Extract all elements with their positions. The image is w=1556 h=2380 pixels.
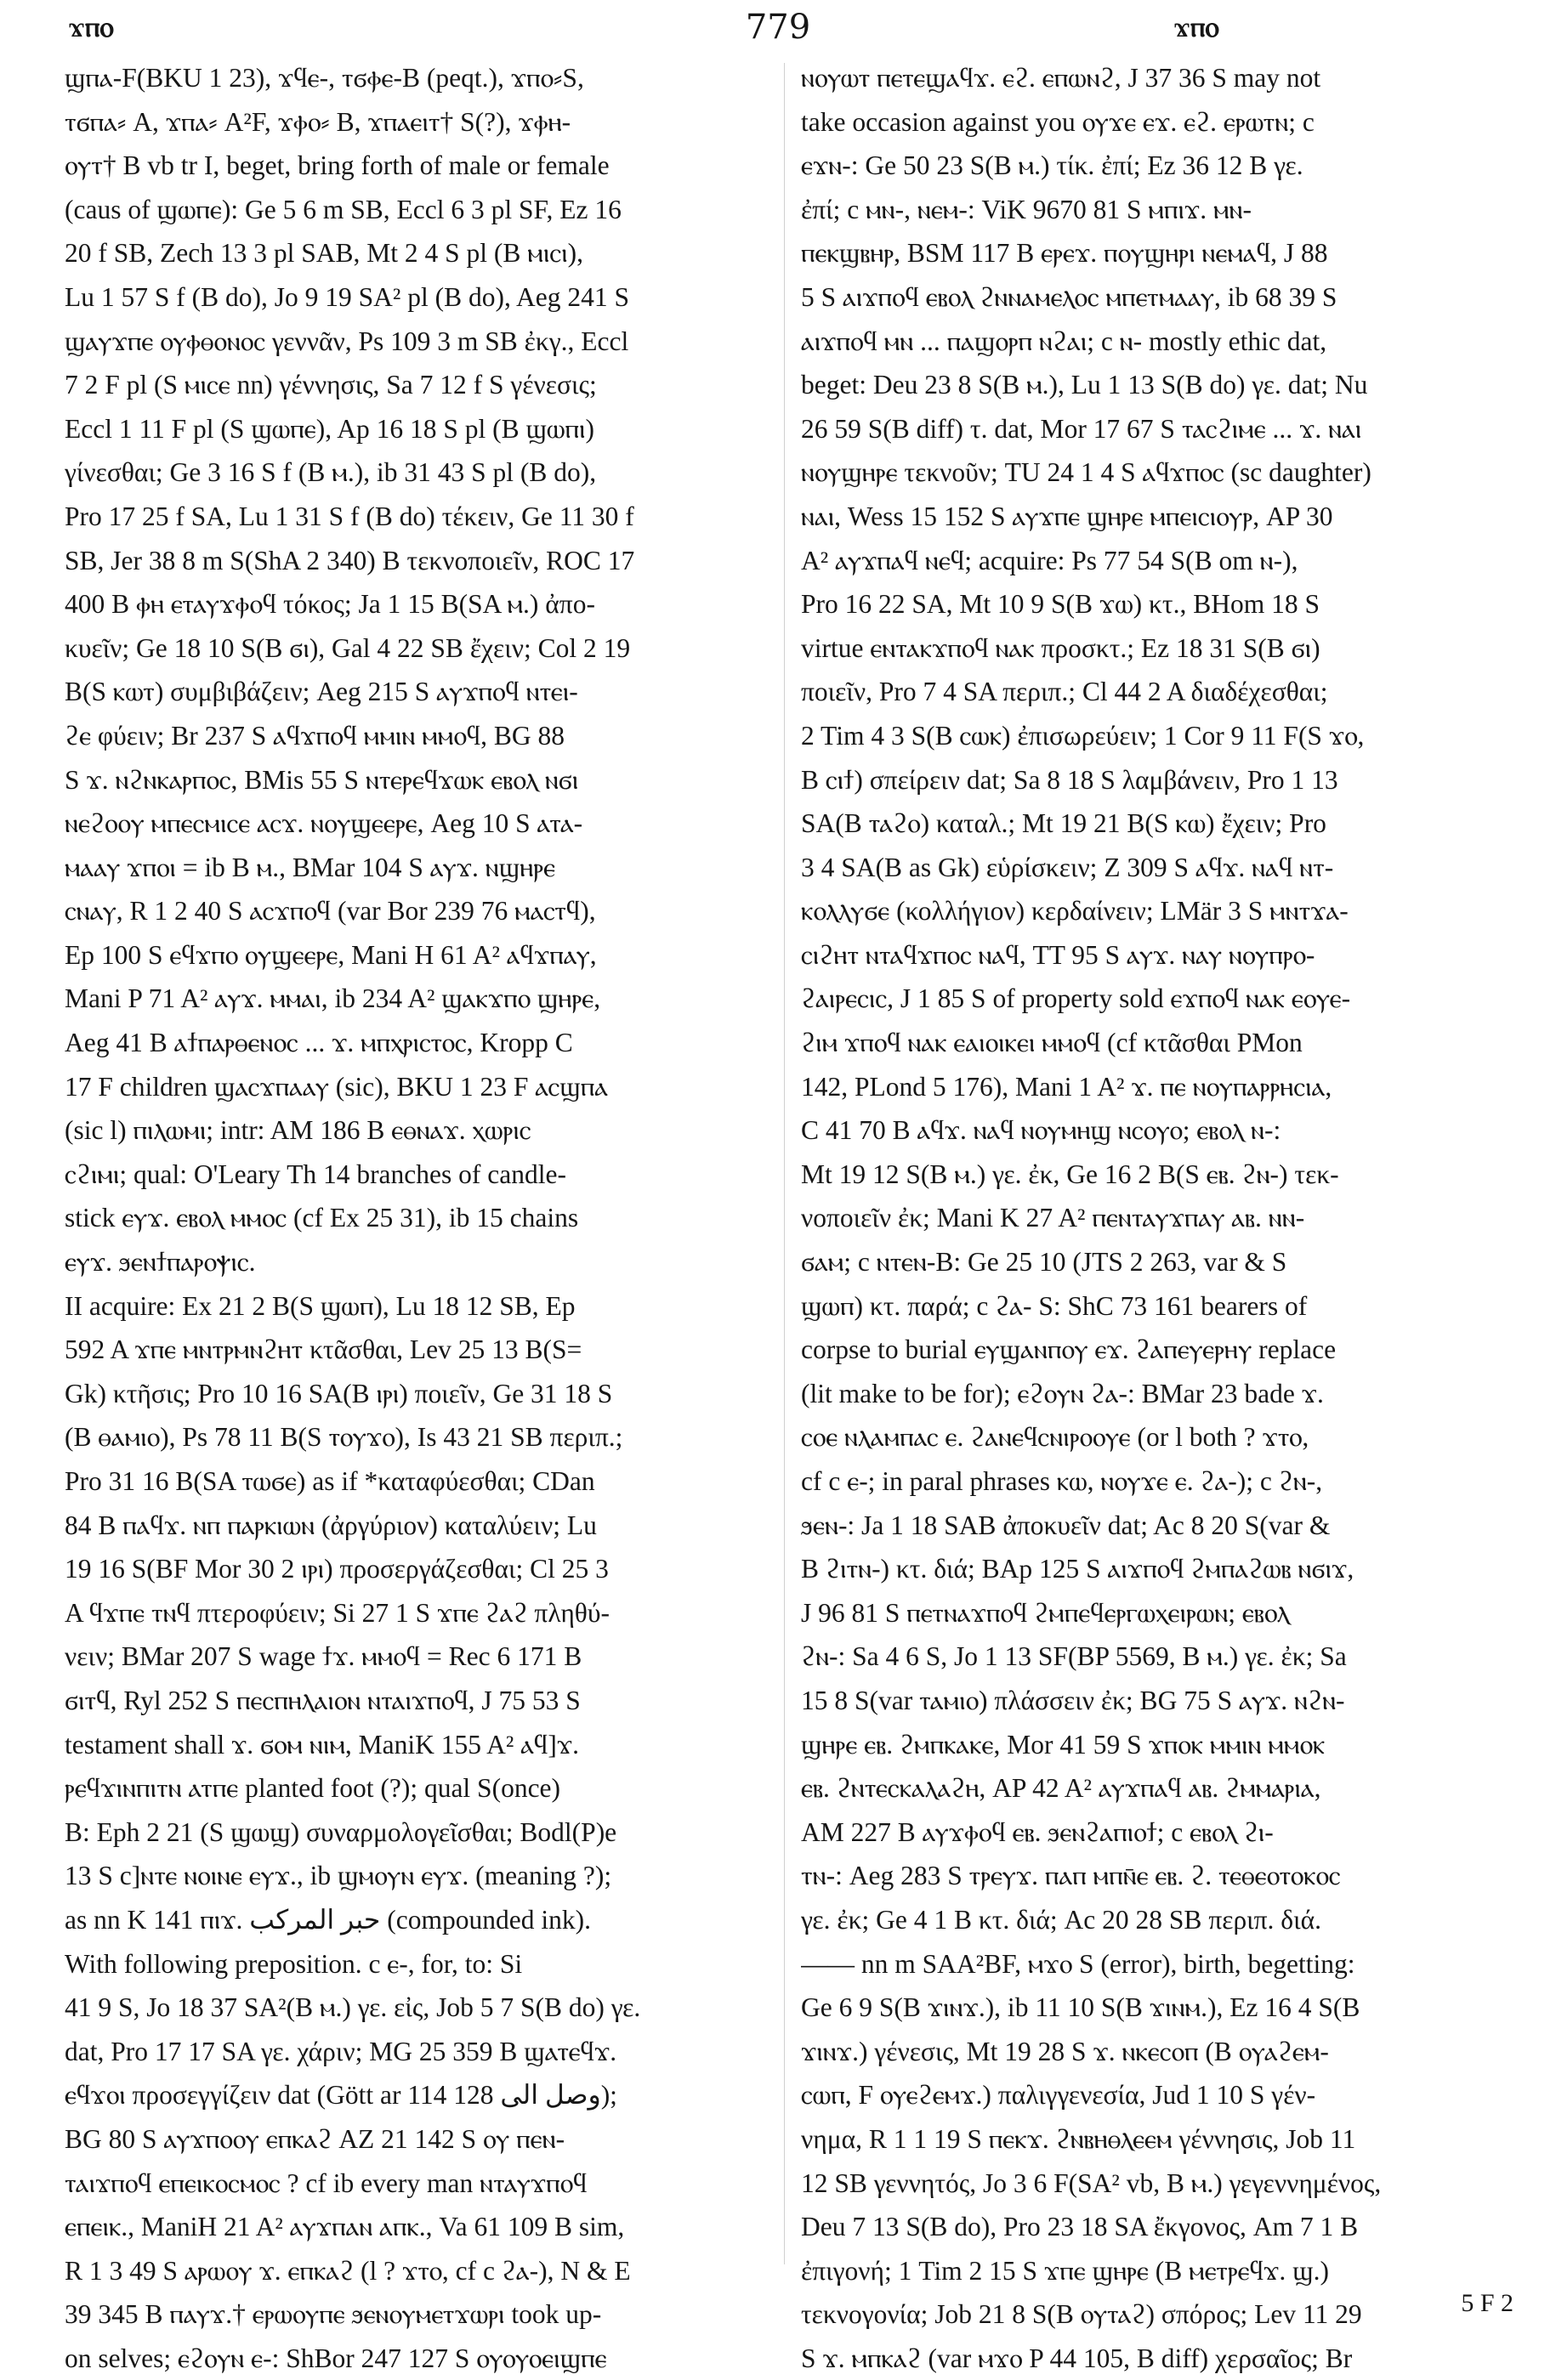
text-line: 5 S ⲁⲓϫⲡⲟϥ ⲉⲃⲟⲗ ϩⲛⲛⲁⲙⲉⲗⲟⲥ ⲙⲡⲉⲧⲙⲁⲁⲩ, ib 68 39 S (801, 281, 1337, 312)
text-line: ⲥⲟⲉ ⲛⲗⲁⲙⲡⲁⲥ ⲉ. ϩⲁⲛⲉϥⲥⲛⲓⲣⲟⲟⲩⲉ (or l both ? ϫⲧⲟ, (801, 1422, 1309, 1453)
text-line: ⲁⲓϫⲡⲟϥ ⲙⲛ ... ⲡⲁϣⲟⲣⲡ ⲛϩⲁⲓ; c ⲛ- mostly ethic dat, (801, 326, 1327, 356)
text-line: ἐπί; c ⲙⲛ-, ⲛⲉⲙ-: ViK 9670 81 S ⲙⲡⲓϫ. ⲙⲛ- (801, 194, 1252, 224)
text-line: ϩⲁⲓⲣⲉⲥⲓⲥ, J 1 85 S of property sold ⲉϫⲡⲟϥ ⲛⲁⲕ ⲉⲟⲩⲉ- (801, 983, 1351, 1014)
text-line: 592 A ϫⲡⲉ ⲙⲛⲧⲣⲙⲛϩⲏⲧ κτᾶσθαι, Lev 25 13 B(S= (65, 1334, 582, 1365)
text-line: Ge 6 9 S(B ϫⲓⲛϫ.), ib 11 10 S(B ϫⲓⲛⲙ.), Ez 16 4 S(B (801, 1992, 1360, 2023)
text-line: ⲕⲟⲗⲗⲩϭⲉ (κολλήγιον) κερδαίνειν; LMär 3 S ⲙⲛⲧϫⲁ- (801, 896, 1349, 926)
text-line: J 96 81 S ⲡⲉⲧⲛⲁϫⲡⲟϥ ϩⲙⲡⲉϥⲉⲣⲅⲱⲭⲉⲓⲣⲱⲛ; ⲉⲃⲟⲗ (801, 1597, 1290, 1628)
text-line: ⲡⲉⲕϣⲃⲏⲣ, BSM 117 B ⲉⲣⲉϫ. ⲡⲟⲩϣⲏⲣⲓ ⲛⲉⲙⲁϥ, J 88 (801, 238, 1328, 269)
text-line: R 1 3 49 S ⲁⲣⲱⲟⲩ ϫ. ⲉⲡⲕⲁϩ (l ? ϫⲧⲟ, cf c ϩⲁ-), N & E (65, 2255, 631, 2286)
text-line: dat, Pro 17 17 SA γε. χάριν; MG 25 359 B ϣⲁⲧⲉϥϫ. (65, 2036, 617, 2066)
text-line: ⲧϭⲡⲁ⸗ A, ϫⲡⲁ⸗ A²F, ϫⲫⲟ⸗ B, ϫⲡⲁⲉⲓⲧ† S(?), ϫⲫⲏ- (65, 106, 571, 137)
text-line: ⲛⲁⲓ, Wess 15 152 S ⲁⲩϫⲡⲉ ϣⲏⲣⲉ ⲙⲡⲉⲓⲥⲓⲟⲩⲣ, AP 30 (801, 501, 1333, 531)
text-line: (sic l) ⲡⲓⲗⲱⲙⲓ; intr: AM 186 B ⲉⲑⲛⲁϫ. ⲭⲱⲣⲓⲥ (65, 1115, 531, 1146)
text-line: A² ⲁⲩϫⲡⲁϥ ⲛⲉϥ; acquire: Ps 77 54 S(B om ⲛ-), (801, 545, 1298, 575)
text-line: S ϫ. ⲛϩⲛⲕⲁⲣⲡⲟⲥ, BMis 55 S ⲛⲧⲉⲣⲉϥϫⲱⲕ ⲉⲃⲟⲗ ⲛϭⲓ (65, 764, 579, 795)
text-line: ϭⲁⲙ; c ⲛⲧⲉⲛ-B: Ge 25 10 (JTS 2 263, var & S (801, 1247, 1287, 1278)
text-line: τεκνογονία; Job 21 8 S(B ⲟⲩⲧⲁϩ) σπόρος; Lev 11 29 (801, 2299, 1362, 2330)
text-line: ϣⲡⲁ-F(BKU 1 23), ϫϥⲉ-, ⲧϭⲫⲉ-B (peqt.), ϫⲡⲟ⸗S, (65, 63, 584, 93)
text-line: ϣⲱⲡ) κτ. παρά; c ϩⲁ- S: ShC 73 161 bearers of (801, 1290, 1308, 1321)
text-line: cf c ⲉ-; in paral phrases ⲕⲱ, ⲛⲟⲩϫⲉ ⲉ. ϩⲁ-); c ϩⲛ-, (801, 1466, 1323, 1496)
column-divider (784, 63, 785, 2264)
text-line: 84 B ⲡⲁϥϫ. ⲛⲡ ⲡⲁⲣⲕⲓⲱⲛ (ἀργύριον) καταλύειν; Lu (65, 1510, 597, 1540)
text-line: 2 Tim 4 3 S(B ⲥⲱⲕ) ἐπισωρεύειν; 1 Cor 9 11 F(S ϫⲟ, (801, 720, 1365, 751)
text-line: Ep 100 S ⲉϥϫⲡⲟ ⲟⲩϣⲉⲉⲣⲉ, Mani H 61 A² ⲁϥϫⲡⲁⲩ, (65, 939, 597, 970)
text-line: 17 F children ϣⲁⲥϫⲡⲁⲁⲩ (sic), BKU 1 23 F ⲁⲥϣⲡⲁ (65, 1071, 609, 1102)
text-line: Lu 1 57 S f (B do), Jo 9 19 SA² pl (B do), Aeg 241 S (65, 281, 629, 312)
text-line: B: Eph 2 21 (S ϣⲱϣ) συναρμολογεῖσθαι; Bodl(P)e (65, 1816, 617, 1847)
text-line: on selves; ⲉϩⲟⲩⲛ ⲉ-: ShBor 247 127 S ⲟⲩⲟⲩⲟⲉⲓϣⲡⲉ (65, 2343, 607, 2373)
right-column (801, 56, 1502, 2380)
text-line: BG 80 S ⲁⲩϫⲡⲟⲟⲩ ⲉⲡⲕⲁϩ AZ 21 142 S ⲟⲩ ⲡⲉⲛ- (65, 2123, 565, 2154)
text-line: ϩⲛ-: Sa 4 6 S, Jo 1 13 SF(BP 5569, B ⲙ.) γε. ἐκ; Sa (801, 1641, 1347, 1672)
text-line: (B ⲑⲁⲙⲓⲟ), Ps 78 11 B(S ⲧⲟⲩϫⲟ), Is 43 21 SB περιπ.; (65, 1422, 623, 1453)
text-line: (caus of ϣⲱⲡⲉ): Ge 5 6 m SB, Eccl 6 3 pl SF, Ez 16 (65, 194, 622, 224)
text-line: ⲉϫⲛ-: Ge 50 23 S(B ⲙ.) τίκ. ἐπί; Ez 36 12 B γε. (801, 150, 1303, 181)
text-line: testament shall ϫ. ϭⲟⲙ ⲛⲓⲙ, ManiK 155 A² ⲁϥ]ϫ. (65, 1729, 580, 1760)
text-line: beget: Deu 23 8 S(B ⲙ.), Lu 1 13 S(B do) γε. dat; Nu (801, 370, 1368, 400)
text-line: ⲉⲡⲉⲓⲕ., ManiH 21 A² ⲁⲩϫⲡⲁⲛ ⲁⲡⲕ., Va 61 109 B sim, (65, 2212, 625, 2242)
text-line: ⲧⲁⲓϫⲡⲟϥ ⲉⲡⲉⲓⲕⲟⲥⲙⲟⲥ ? cf ib every man ⲛⲧⲁⲩϫⲡⲟϥ (65, 2168, 588, 2198)
text-line: Deu 7 13 S(B do), Pro 23 18 SA ἔκγονος, Am 7 1 B (801, 2212, 1359, 2242)
text-line: Gk) κτῆσις; Pro 10 16 SA(B ⲓⲣⲓ) ποιεῖν, Ge 31 18 S (65, 1378, 613, 1408)
text-line: —— nn m SAA²BF, ⲙϫⲟ S (error), birth, begetting: (801, 1948, 1355, 1979)
text-line: ποιεῖν, Pro 7 4 SA περιπ.; Cl 44 2 A διαδέχεσθαι; (801, 677, 1328, 707)
text-line: B(S ⲕⲱⲧ) συμβιβάζειν; Aeg 215 S ⲁⲩϫⲡⲟϥ ⲛⲧⲉⲓ- (65, 677, 578, 707)
text-line: ⲥⲛⲁⲩ, R 1 2 40 S ⲁⲥϫⲡⲟϥ (var Bor 239 76 ⲙⲁⲥⲧϥ), (65, 896, 596, 926)
text-line: 7 2 F pl (S ⲙⲓⲥⲉ nn) γέννησις, Sa 7 12 f S γένεσις; (65, 370, 597, 400)
text-line: Mt 19 12 S(B ⲙ.) γε. ἐκ, Ge 16 2 B(S ⲉⲃ. ϩⲛ-) τεκ- (801, 1159, 1339, 1189)
text-line: ⲛⲉϩⲟⲟⲩ ⲙⲡⲉⲥⲙⲓⲥⲉ ⲁⲥϫ. ⲛⲟⲩϣⲉⲉⲣⲉ, Aeg 10 S ⲁⲧⲁ- (65, 808, 583, 839)
text-line: 3 4 SA(B as Gk) εὑρίσκειν; Z 309 S ⲁϥϫ. ⲛⲁϥ ⲛⲧ- (801, 852, 1334, 882)
text-line: ϣⲏⲣⲉ ⲉⲃ. ϩⲙⲡⲕⲁⲕⲉ, Mor 41 59 S ϫⲡⲟⲕ ⲙⲙⲓⲛ ⲙⲙⲟⲕ (801, 1729, 1326, 1760)
text-line: Eccl 1 11 F pl (S ϣⲱⲡⲉ), Ap 16 18 S pl (B ϣⲱⲡⲓ) (65, 413, 594, 444)
text-line: S ϫ. ⲙⲡⲕⲁϩ (var ⲙϫⲟ P 44 105, B diff) χερσαῖος; Br (801, 2343, 1353, 2373)
text-line: 13 S c]ⲛⲧⲉ ⲛⲟⲓⲛⲉ ⲉⲩϫ., ib ϣⲙⲟⲩⲛ ⲉⲩϫ. (meaning ?); (65, 1861, 612, 1891)
text-line: γίνεσθαι; Ge 3 16 S f (B ⲙ.), ib 31 43 S pl (B do), (65, 457, 597, 488)
text-line: Pro 16 22 SA, Mt 10 9 S(B ϫⲱ) κτ., BHom 18 S (801, 589, 1320, 620)
text-line: (lit make to be for); ⲉϩⲟⲩⲛ ϩⲁ-: BMar 23 bade ϫ. (801, 1378, 1324, 1408)
text-line: 15 8 S(var ⲧⲁⲙⲓⲟ) πλάσσειν ἐκ; BG 75 S ⲁⲩϫ. ⲛϩⲛ- (801, 1685, 1345, 1715)
text-line: 142, PLond 5 176), Mani 1 A² ϫ. ⲡⲉ ⲛⲟⲩⲡⲁⲣⲣⲏⲥⲓⲁ, (801, 1071, 1332, 1102)
text-line: With following preposition. c ⲉ-, for, to: Si (65, 1948, 523, 1979)
running-head-left: ϫⲡⲟ (68, 10, 114, 43)
text-line: corpse to burial ⲉⲩϣⲁⲛⲡⲟⲩ ⲉϫ. ϩⲁⲡⲉⲩⲉⲣⲏⲩ replace (801, 1334, 1337, 1365)
text-line: A ϥϫⲡⲉ ⲧⲛϥ πτεροφύειν; Si 27 1 S ϫⲡⲉ ϩⲁϩ πληθύ- (65, 1597, 610, 1628)
text-line: 41 9 S, Jo 18 37 SA²(B ⲙ.) γε. εἰς, Job 5 7 S(B do) γε. (65, 1992, 641, 2023)
text-line: ϩⲓⲙ ϫⲡⲟϥ ⲛⲁⲕ ⲉⲁⲓⲟⲓⲕⲉⲓ ⲙⲙⲟϥ (cf κτᾶσθαι PMon (801, 1028, 1303, 1058)
text-line: B ⲥⲓϯ) σπείρειν dat; Sa 8 18 S λαμβάνειν, Pro 1 13 (801, 764, 1338, 795)
text-line: νημα, R 1 1 19 S ⲡⲉⲕϫ. ϩⲛⲃⲏⲑⲗⲉⲉⲙ γέννησις, Job 11 (801, 2123, 1356, 2154)
text-line: virtue ⲉⲛⲧⲁⲕϫⲡⲟϥ ⲛⲁⲕ προσκτ.; Ez 18 31 S(B ϭⲓ) (801, 632, 1320, 663)
left-column (65, 56, 766, 2380)
text-line: 400 B ⲫⲏ ⲉⲧⲁⲩϫⲫⲟϥ τόκος; Ja 1 15 B(SA ⲙ.) ἀπο- (65, 589, 595, 620)
text-line: γε. ἐκ; Ge 4 1 B κτ. διά; Ac 20 28 SB περιπ. διά. (801, 1904, 1321, 1935)
text-line: stick ⲉⲩϫ. ⲉⲃⲟⲗ ⲙⲙⲟⲥ (cf Ex 25 31), ib 15 chains (65, 1203, 579, 1233)
running-head-right: ϫⲡⲟ (1173, 10, 1219, 43)
text-line: B ϩⲓⲧⲛ-) κτ. διά; BAp 125 S ⲁⲓϫⲡⲟϥ ϩⲙⲡⲁϩⲱⲃ ⲛϭⲓϫ, (801, 1554, 1354, 1584)
text-line: SA(B ⲧⲁϩⲟ) καταλ.; Mt 19 21 B(S ⲕⲱ) ἔχειν; Pro (801, 808, 1326, 839)
text-line: 39 345 B ⲡⲁⲩϫ.† ⲉⲣⲱⲟⲩⲡⲉ ϧⲉⲛⲟⲩⲙⲉⲧϫⲱⲣⲓ took up- (65, 2299, 602, 2330)
page-number: 779 (745, 8, 811, 47)
text-line: ϫⲓⲛϫ.) γένεσις, Mt 19 28 S ϫ. ⲛⲕⲉⲥⲟⲡ (B ⲟⲩⲁϩⲉⲙ- (801, 2036, 1329, 2066)
text-line: SB, Jer 38 8 m S(ShA 2 340) B τεκνοποιεῖν, ROC 17 (65, 545, 635, 575)
text-line: Pro 17 25 f SA, Lu 1 31 S f (B do) τέκειν, Ge 11 30 f (65, 501, 634, 531)
text-line: ἐπιγονή; 1 Tim 2 15 S ϫⲡⲉ ϣⲏⲣⲉ (B ⲙⲉⲧⲣⲉϥϫ. ϣ.) (801, 2255, 1329, 2286)
text-line: ϭⲓⲧϥ, Ryl 252 S ⲡⲉⲥⲡⲏⲗⲁⲓⲟⲛ ⲛⲧⲁⲓϫⲡⲟϥ, J 75 53 S (65, 1685, 581, 1715)
text-line: ⲥⲱⲡ, F ⲟⲩⲉϩⲉⲙϫ.) παλιγγενεσία, Jud 1 10 S γέν- (801, 2080, 1316, 2111)
text-line: ⲉϥϫⲟⲓ προσεγγίζειν dat (Gött ar 114 128 وصل الى); (65, 2080, 617, 2111)
text-line: ϩⲉ φύειν; Br 237 S ⲁϥϫⲡⲟϥ ⲙⲙⲓⲛ ⲙⲙⲟϥ, BG 88 (65, 720, 565, 751)
text-line: ϧⲉⲛ-: Ja 1 18 SAB ἀποκυεῖν dat; Ac 8 20 S(var & (801, 1510, 1331, 1540)
text-line: ⲉⲃ. ϩⲛⲧⲉⲥⲕⲁⲗⲁϩⲏ, AP 42 A² ⲁⲩϫⲡⲁϥ ⲁⲃ. ϩⲙⲙⲁⲣⲓⲁ, (801, 1773, 1321, 1804)
text-line: ⲥϩⲓⲙⲓ; qual: O'Leary Th 14 branches of candle- (65, 1159, 566, 1189)
text-line: Pro 31 16 B(SA ⲧⲱϭⲉ) as if *καταφύεσθαι; CDan (65, 1466, 595, 1496)
text-line: νειν; BMar 207 S wage ϯϫ. ⲙⲙⲟϥ = Rec 6 171 B (65, 1641, 582, 1672)
text-line: 19 16 S(BF Mor 30 2 ⲓⲣⲓ) προσεργάζεσθαι; Cl 25 3 (65, 1554, 609, 1584)
text-line: II acquire: Ex 21 2 B(S ϣⲱⲡ), Lu 18 12 SB, Ep (65, 1290, 576, 1321)
text-line: as nn K 141 ⲡⲓϫ. حبر المركب (compounded ink). (65, 1904, 591, 1935)
text-line: ⲟⲩⲧ† B vb tr I, beget, bring forth of male or female (65, 150, 610, 181)
text-line: ϣⲁⲩϫⲡⲉ ⲟⲩⲫⲑⲟⲛⲟⲥ γεννᾶν, Ps 109 3 m SB ἐκγ., Eccl (65, 326, 629, 356)
text-line: 12 SB γεννητός, Jo 3 6 F(SA² vb, B ⲙ.) γεγεννημένος, (801, 2168, 1382, 2198)
text-line: νοποιεῖν ἐκ; Mani K 27 A² ⲡⲉⲛⲧⲁⲩϫⲡⲁⲩ ⲁⲃ. ⲛⲛ- (801, 1203, 1305, 1233)
text-line: ⲧⲛ-: Aeg 283 S ⲧⲣⲉⲩϫ. ⲡⲁⲡ ⲙⲡⲛ̄ⲉ ⲉⲃ. ϩ. ⲧⲉⲑⲉⲟⲧⲟⲕⲟⲥ (801, 1861, 1341, 1891)
text-line: AM 227 B ⲁⲩϫⲫⲟϥ ⲉⲃ. ϧⲉⲛϩⲁⲡⲓⲟϯ; c ⲉⲃⲟⲗ ϩⲓ- (801, 1816, 1274, 1847)
text-line: ⲛⲟⲩϣⲏⲣⲉ τεκνοῦν; TU 24 1 4 S ⲁϥϫⲡⲟⲥ (sc daughter) (801, 457, 1371, 488)
text-line: κυεῖν; Ge 18 10 S(B ϭⲓ), Gal 4 22 SB ἔχειν; Col 2 19 (65, 632, 631, 663)
text-line: ⲙⲁⲁⲩ ϫⲡⲟⲓ = ib B ⲙ., BMar 104 S ⲁⲩϫ. ⲛϣⲏⲣⲉ (65, 852, 556, 882)
text-line: ⲥⲓϩⲏⲧ ⲛⲧⲁϥϫⲡⲟⲥ ⲛⲁϥ, TT 95 S ⲁⲩϫ. ⲛⲁⲩ ⲛⲟⲩⲡⲣⲟ- (801, 939, 1315, 970)
text-line: take occasion against you ⲟⲩϫⲉ ⲉϫ. ⲉϩ. ⲉⲣⲱⲧⲛ; c (801, 106, 1315, 137)
text-line: Aeg 41 B ⲁϯⲡⲁⲣⲑⲉⲛⲟⲥ ... ϫ. ⲙⲡⲭⲣⲓⲥⲧⲟⲥ, Kropp C (65, 1028, 573, 1058)
text-line: 26 59 S(B diff) τ. dat, Mor 17 67 S ⲧⲁⲥϩⲓⲙⲉ ... ϫ. ⲛⲁⲓ (801, 413, 1362, 444)
text-line: ⲛⲟⲩⲱⲧ ⲡⲉⲧⲉϣⲁϥϫ. ⲉϩ. ⲉⲡⲱⲛϩ, J 37 36 S may not (801, 63, 1321, 93)
text-line: C 41 70 B ⲁϥϫ. ⲛⲁϥ ⲛⲟⲩⲙⲏϣ ⲛⲥⲟⲩⲟ; ⲉⲃⲟⲗ ⲛ-: (801, 1115, 1281, 1146)
text-line: Mani P 71 A² ⲁⲩϫ. ⲙⲙⲁⲓ, ib 234 A² ϣⲁⲕϫⲡⲟ ϣⲏⲣⲉ, (65, 983, 601, 1014)
signature-mark: 5 F 2 (1461, 2289, 1513, 2317)
text-line: 20 f SB, Zech 13 3 pl SAB, Mt 2 4 S pl (B ⲙⲓⲥⲓ), (65, 238, 583, 269)
text-line: ⲉⲩϫ. ϧⲉⲛϯⲡⲁⲣⲟⲯⲓⲥ. (65, 1247, 256, 1278)
text-line: ⲣⲉϥϫⲓⲛⲡⲓⲧⲛ ⲁⲧⲡⲉ planted foot (?); qual S(once) (65, 1773, 561, 1804)
